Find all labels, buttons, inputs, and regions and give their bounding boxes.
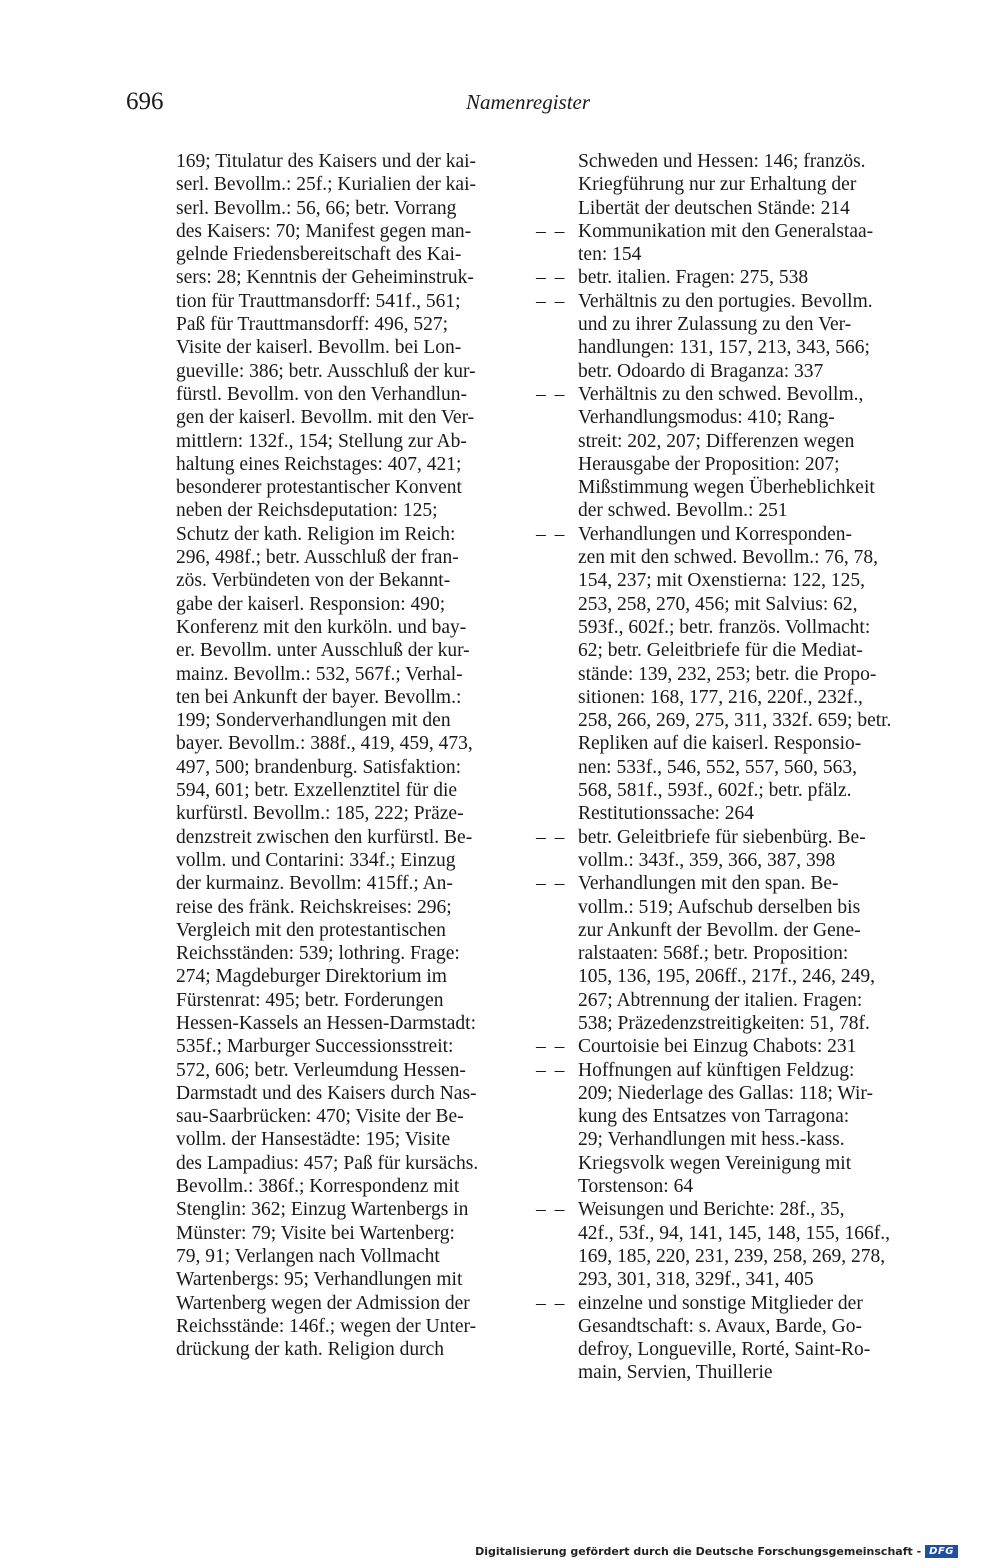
left-column-line: haltung eines Reichstages: 407, 421; [176, 453, 462, 475]
index-entry-line: betr. Geleitbriefe für siebenbürg. Be- [578, 826, 866, 848]
index-entry-line: Verhandlungsmodus: 410; Rang- [578, 407, 835, 429]
dfg-logo-icon: DFG [925, 1545, 958, 1558]
left-column-line: vollm. der Hansestädte: 195; Visite [176, 1129, 451, 1151]
left-column-line: denzstreit zwischen den kurfürstl. Be- [176, 826, 473, 848]
left-column-line: serl. Bevollm.: 56, 66; betr. Vorrang [176, 197, 457, 219]
index-entry-line: ten: 154 [578, 244, 642, 266]
left-column-line: 199; Sonderverhandlungen mit den [176, 710, 451, 732]
index-entry-line: main, Servien, Thuillerie [578, 1362, 773, 1384]
index-entry-line: 258, 266, 269, 275, 311, 332f. 659; betr. [578, 710, 892, 732]
entry-dash: – – [536, 826, 567, 848]
left-column-line: bayer. Bevollm.: 388f., 419, 459, 473, [176, 733, 473, 755]
index-entry-line: zur Ankunft der Bevollm. der Gene- [578, 919, 861, 941]
index-entry-line: nen: 533f., 546, 552, 557, 560, 563, [578, 756, 857, 778]
index-entry-line: Torstenson: 64 [578, 1176, 694, 1198]
index-entry-line: betr. Odoardo di Braganza: 337 [578, 360, 824, 382]
left-column-line: Münster: 79; Visite bei Wartenberg: [176, 1222, 455, 1244]
index-entry [536, 290, 906, 383]
entry-dash: – – [536, 1059, 567, 1081]
index-entry-line: 154, 237; mit Oxenstierna: 122, 125, [578, 570, 866, 592]
left-column-line: gabe der kaiserl. Responsion: 490; [176, 593, 446, 615]
index-entry-line: Weisungen und Berichte: 28f., 35, [578, 1199, 845, 1221]
index-entry-line: Verhältnis zu den schwed. Bevollm., [578, 383, 864, 405]
index-entry [536, 1198, 906, 1291]
footer-credit-text: Digitalisierung gefördert durch die Deutsche Forschungsgemeinschaft - [475, 1545, 922, 1558]
index-entry-line: streit: 202, 207; Differenzen wegen [578, 430, 855, 452]
left-column-line: er. Bevollm. unter Ausschluß der kur- [176, 640, 470, 662]
left-column-line: Paß für Trauttmansdorff: 496, 527; [176, 314, 449, 336]
index-entry-line: Mißstimmung wegen Überheblichkeit [578, 477, 875, 499]
index-entry [536, 826, 906, 873]
index-entry-line: 538; Präzedenzstreitigkeiten: 51, 78f. [578, 1012, 870, 1034]
index-entry-line: 568, 581f., 593f., 602f.; betr. pfälz. [578, 780, 852, 802]
left-column-line: Schutz der kath. Religion im Reich: [176, 523, 456, 545]
left-column-line: des Kaisers: 70; Manifest gegen man- [176, 220, 472, 242]
left-column-line: sau-Saarbrücken: 470; Visite der Be- [176, 1106, 464, 1128]
index-entry-line: Verhältnis zu den portugies. Bevollm. [578, 290, 873, 312]
index-entry-line: kung des Entsatzes von Tarragona: [578, 1106, 850, 1128]
index-entry-line: vollm.: 519; Aufschub derselben bis [578, 896, 861, 918]
index-entry-line: Courtoisie bei Einzug Chabots: 231 [578, 1036, 857, 1058]
running-head: Namenregister [466, 90, 591, 114]
left-column-line: Wartenberg wegen der Admission der [176, 1292, 470, 1314]
index-entry-line: Herausgabe der Proposition: 207; [578, 453, 840, 475]
left-column-line: 594, 601; betr. Exzellenztitel für die [176, 780, 458, 802]
left-column-line: vollm. und Contarini: 334f.; Einzug [176, 849, 456, 871]
left-column-line: der kurmainz. Bevollm: 415ff.; An- [176, 873, 453, 895]
right-column-continuation-line: Kriegführung nur zur Erhaltung der [578, 174, 857, 196]
left-column-line: Wartenbergs: 95; Verhandlungen mit [176, 1269, 463, 1291]
left-column-line: 572, 606; betr. Verleumdung Hessen- [176, 1059, 466, 1081]
index-entry-line: 105, 136, 195, 206ff., 217f., 246, 249, [578, 966, 876, 988]
index-entry-line: einzelne und sonstige Mitglieder der [578, 1292, 863, 1314]
left-column-line: mittlern: 132f., 154; Stellung zur Ab- [176, 430, 467, 452]
left-column-line: 497, 500; brandenburg. Satisfaktion: [176, 756, 462, 778]
left-column-line: mainz. Bevollm.: 532, 567f.; Verhal- [176, 663, 463, 685]
left-column-line: Reichsständen: 539; lothring. Frage: [176, 943, 460, 965]
left-column-line: tion für Trauttmansdorff: 541f., 561; [176, 290, 461, 312]
left-column-line: 169; Titulatur des Kaisers und der kai- [176, 151, 477, 172]
index-entry-line: Verhandlungen und Korresponden- [578, 523, 853, 545]
index-entry [536, 266, 906, 289]
index-entry [536, 1292, 906, 1385]
left-column-line: Reichsstände: 146f.; wegen der Unter- [176, 1315, 477, 1337]
index-entry-line: 267; Abtrennung der italien. Fragen: [578, 989, 863, 1011]
left-column-line: des Lampadius: 457; Paß für kursächs. [176, 1152, 479, 1174]
left-column-line: ten bei Ankunft der bayer. Bevollm.: [176, 686, 462, 708]
left-column-line: kurfürstl. Bevollm.: 185, 222; Präze- [176, 803, 464, 825]
left-column-line: neben der Reichsdeputation: 125; [176, 500, 438, 522]
index-entry-line: sitionen: 168, 177, 216, 220f., 232f., [578, 686, 863, 708]
index-entry-line: defroy, Longueville, Rorté, Saint-Ro- [578, 1339, 871, 1361]
index-entry-line: Repliken auf die kaiserl. Responsio- [578, 733, 862, 755]
left-column-line: Hessen-Kassels an Hessen-Darmstadt: [176, 1012, 477, 1034]
index-entry [536, 1059, 906, 1199]
index-entry-line: Kriegsvolk wegen Vereinigung mit [578, 1152, 852, 1174]
left-column-line: 79, 91; Verlangen nach Vollmacht [176, 1245, 440, 1267]
index-entry [536, 872, 906, 1035]
index-entry-line: Verhandlungen mit den span. Be- [578, 873, 839, 895]
index-entry-line: 42f., 53f., 94, 141, 145, 148, 155, 166f., [578, 1222, 890, 1244]
index-entry [536, 523, 906, 826]
entry-dash: – – [536, 1292, 567, 1314]
left-column-line: Konferenz mit den kurköln. und bay- [176, 616, 467, 638]
index-entry-line: Kommunikation mit den Generalstaa- [578, 220, 874, 242]
index-entry-line: 29; Verhandlungen mit hess.-kass. [578, 1129, 845, 1151]
index-entry-line: handlungen: 131, 157, 213, 343, 566; [578, 337, 870, 359]
left-column-line: gueville: 386; betr. Ausschluß der kur- [176, 360, 476, 382]
entry-dash: – – [536, 383, 567, 405]
left-column-line: 535f.; Marburger Successionsstreit: [176, 1036, 454, 1058]
left-column-line: Bevollm.: 386f.; Korrespondenz mit [176, 1176, 460, 1198]
right-column-continuation-line: Libertät der deutschen Stände: 214 [578, 197, 850, 219]
entry-dash: – – [536, 1036, 567, 1058]
index-entry-line: 209; Niederlage des Gallas: 118; Wir- [578, 1082, 874, 1104]
right-column-continuation-line: Schweden und Hessen: 146; französ. [578, 151, 866, 172]
index-entry-line: Hoffnungen auf künftigen Feldzug: [578, 1059, 855, 1081]
index-entry-line: stände: 139, 232, 253; betr. die Propo- [578, 663, 877, 685]
index-entry [536, 383, 906, 523]
footer-credit [475, 1545, 958, 1558]
page-number: 696 [126, 88, 164, 115]
left-column-line: gen der kaiserl. Bevollm. mit den Ver- [176, 407, 475, 429]
entry-dash: – – [536, 1199, 567, 1221]
left-column-line: zös. Verbündeten von der Bekannt- [176, 570, 451, 592]
index-entry-line: 169, 185, 220, 231, 239, 258, 269, 278, [578, 1245, 886, 1267]
left-column-line: serl. Bevollm.: 25f.; Kurialien der kai- [176, 174, 477, 196]
left-column-line: besonderer protestantischer Konvent [176, 477, 462, 499]
index-entry-line: 253, 258, 270, 456; mit Salvius: 62, [578, 593, 858, 615]
left-column-line: Darmstadt und des Kaisers durch Nas- [176, 1082, 477, 1104]
index-entry [536, 1035, 906, 1058]
index-entry-line: zen mit den schwed. Bevollm.: 76, 78, [578, 547, 879, 569]
left-column-line: fürstl. Bevollm. von den Verhandlun- [176, 383, 468, 405]
entry-dash: – – [536, 267, 567, 289]
right-column [536, 150, 906, 1385]
left-column-line: Stenglin: 362; Einzug Wartenbergs in [176, 1199, 469, 1221]
left-column-line: Visite der kaiserl. Bevollm. bei Lon- [176, 337, 462, 359]
index-entry-line: 593f., 602f.; betr. französ. Vollmacht: [578, 616, 871, 638]
left-column-line: reise des fränk. Reichskreises: 296; [176, 896, 452, 918]
left-column-line: 274; Magdeburger Direktorium im [176, 966, 447, 988]
left-column [176, 150, 506, 1361]
entry-dash: – – [536, 220, 567, 242]
index-entry-line: betr. italien. Fragen: 275, 538 [578, 267, 809, 289]
index-entry [536, 220, 906, 267]
entry-dash: – – [536, 873, 567, 895]
index-entry-line: vollm.: 343f., 359, 366, 387, 398 [578, 849, 836, 871]
left-column-line: drückung der kath. Religion durch [176, 1339, 445, 1361]
left-column-line: Vergleich mit den protestantischen [176, 919, 446, 941]
left-column-line: sers: 28; Kenntnis der Geheiminstruk- [176, 267, 474, 289]
left-column-line: Fürstenrat: 495; betr. Forderungen [176, 989, 444, 1011]
index-entry-line: der schwed. Bevollm.: 251 [578, 500, 788, 522]
left-column-line: gelnde Friedensbereitschaft des Kai- [176, 244, 462, 266]
entry-dash: – – [536, 523, 567, 545]
index-entry-line: Gesandtschaft: s. Avaux, Barde, Go- [578, 1315, 862, 1337]
entry-dash: – – [536, 290, 567, 312]
index-entry-line: Restitutionssache: 264 [578, 803, 755, 825]
index-entry-line: 62; betr. Geleitbriefe für die Mediat- [578, 640, 863, 662]
index-entry-line: und zu ihrer Zulassung zu den Ver- [578, 314, 852, 336]
index-entry-line: ralstaaten: 568f.; betr. Proposition: [578, 943, 849, 965]
left-column-line: 296, 498f.; betr. Ausschluß der fran- [176, 547, 459, 569]
index-entry-line: 293, 301, 318, 329f., 341, 405 [578, 1269, 814, 1291]
